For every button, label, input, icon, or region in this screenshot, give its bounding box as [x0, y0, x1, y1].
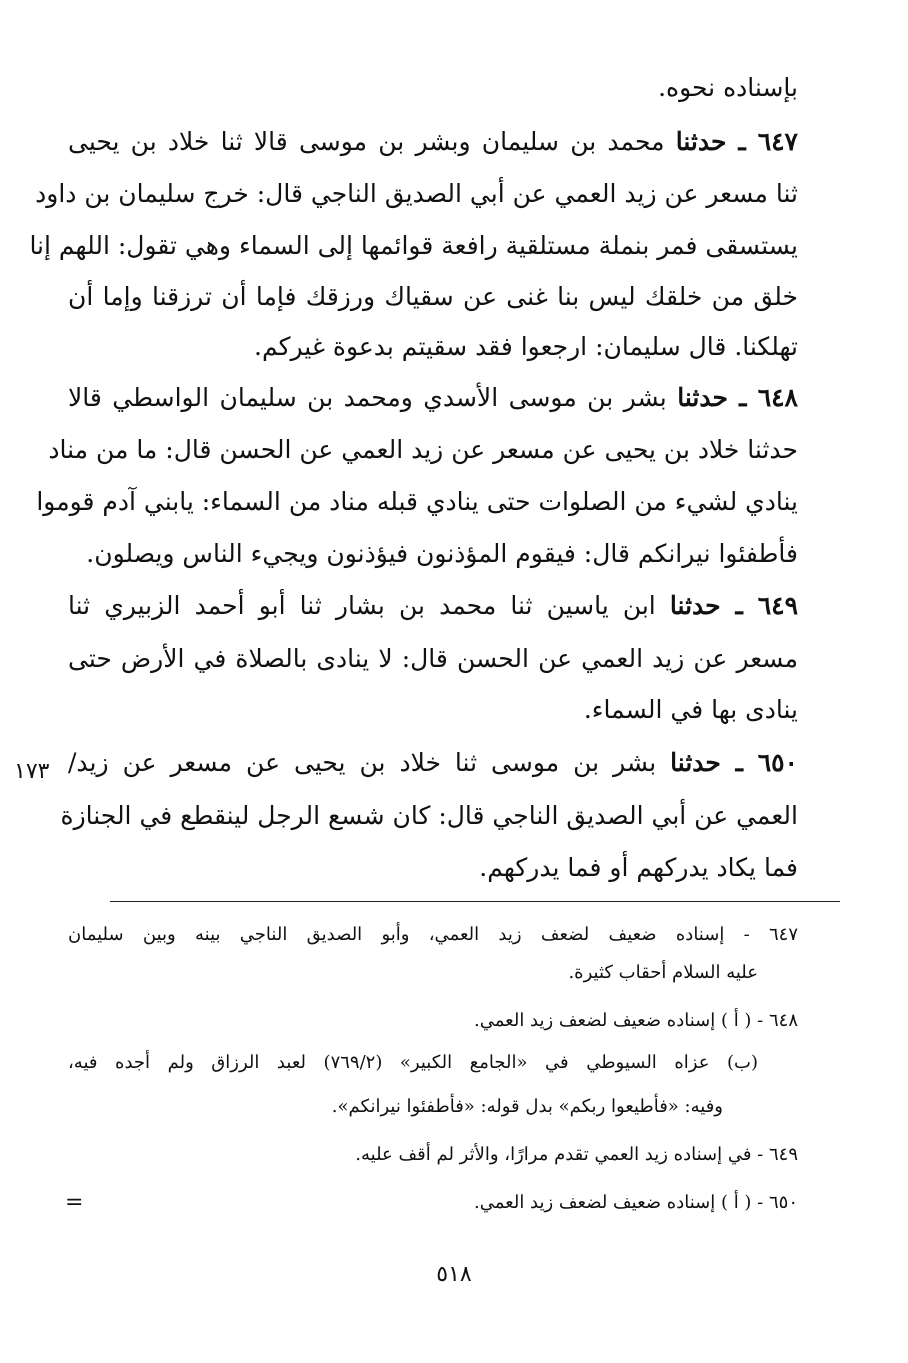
text-line: خلق من خلقك ليس بنا غنى عن سقياك ورزقك فإما أن ترزقنا وإما أن [68, 282, 798, 311]
text-line: تهلكنا. قال سليمان: ارجعوا فقد سقيتم بدعوة غيركم. [254, 332, 798, 361]
text-line: فما يكاد يدركهم أو فما يدركهم. [479, 853, 798, 882]
continuation-mark: = [65, 1190, 84, 1215]
text-line: حدثنا خلاد بن يحيى عن مسعر عن زيد العمي عن الحسن قال: ما من مناد [48, 435, 798, 464]
hadith-648-first-line: ٦٤٨ ـ حدثنا بشر بن موسى الأسدي ومحمد بن سليمان الواسطي قالا [68, 383, 798, 412]
text-line: بإسناده نحوه. [658, 73, 798, 102]
footnote-line: ٦٤٨ - ( أ ) إسناده ضعيف لضعف زيد العمي. [474, 1010, 798, 1031]
hadith-number: ٦٤٩ [757, 591, 799, 620]
hadith-opening: حدثنا [669, 591, 721, 620]
text-line: ثنا مسعر عن زيد العمي عن أبي الصديق الناجي قال: خرج سليمان بن داود [35, 179, 798, 208]
text-line: مسعر عن زيد العمي عن الحسن قال: لا ينادى بالصلاة في الأرض حتى [68, 644, 798, 673]
hadith-opening: حدثنا [670, 748, 721, 777]
footnote-line: عليه السلام أحقاب كثيرة. [568, 962, 758, 983]
footnote-line: (ب) عزاه السيوطي في «الجامع الكبير» (٧٦٩/٢) لعبد الرزاق ولم أجده فيه، [68, 1052, 758, 1073]
hadith-649-first-line: ٦٤٩ ـ حدثنا ابن ياسين ثنا محمد بن بشار ثنا أبو أحمد الزبيري ثنا [68, 591, 799, 620]
text-line: يستسقى فمر بنملة مستلقية رافعة قوائمها إلى السماء وهي تقول: اللهم إنا [29, 231, 798, 260]
hadith-650-first-line: ٦٥٠ ـ حدثنا بشر بن موسى ثنا خلاد بن يحيى عن مسعر عن زيد/ [68, 748, 798, 777]
footnote-line: ٦٥٠ - ( أ ) إسناده ضعيف لضعف زيد العمي. [474, 1192, 798, 1213]
footnote-divider [110, 901, 840, 902]
hadith-number: ٦٤٨ [757, 383, 798, 412]
footnote-line: وفيه: «فأطيعوا ربكم» بدل قوله: «فأطفئوا نيرانكم». [331, 1096, 723, 1117]
page-number: ٥١٨ [436, 1262, 472, 1287]
hadith-647-first-line: ٦٤٧ ـ حدثنا محمد بن سليمان وبشر بن موسى قالا ثنا خلاد بن يحيى [68, 127, 798, 156]
footnote-line: ٦٤٧ - إسناده ضعيف لضعف زيد العمي، وأبو الصديق الناجي بينه وبين سليمان [68, 924, 798, 945]
text-line: العمي عن أبي الصديق الناجي قال: كان شسع الرجل لينقطع في الجنازة [60, 801, 798, 830]
hadith-number: ٦٤٧ [757, 127, 798, 156]
margin-page-number: ١٧٣ [14, 759, 50, 784]
text-line: ينادى بها في السماء. [583, 695, 798, 724]
text-line: فأطفئوا نيرانكم قال: فيقوم المؤذنون فيؤذنون ويجيء الناس ويصلون. [86, 539, 798, 568]
hadith-number: ٦٥٠ [757, 748, 798, 777]
hadith-opening: حدثنا [675, 127, 727, 156]
text-line: ينادي لشيء من الصلوات حتى ينادي قبله مناد من السماء: يابني آدم قوموا [36, 487, 798, 516]
footnote-line: ٦٤٩ - في إسناده زيد العمي تقدم مرارًا، والأثر لم أقف عليه. [355, 1144, 798, 1165]
hadith-opening: حدثنا [677, 383, 728, 412]
